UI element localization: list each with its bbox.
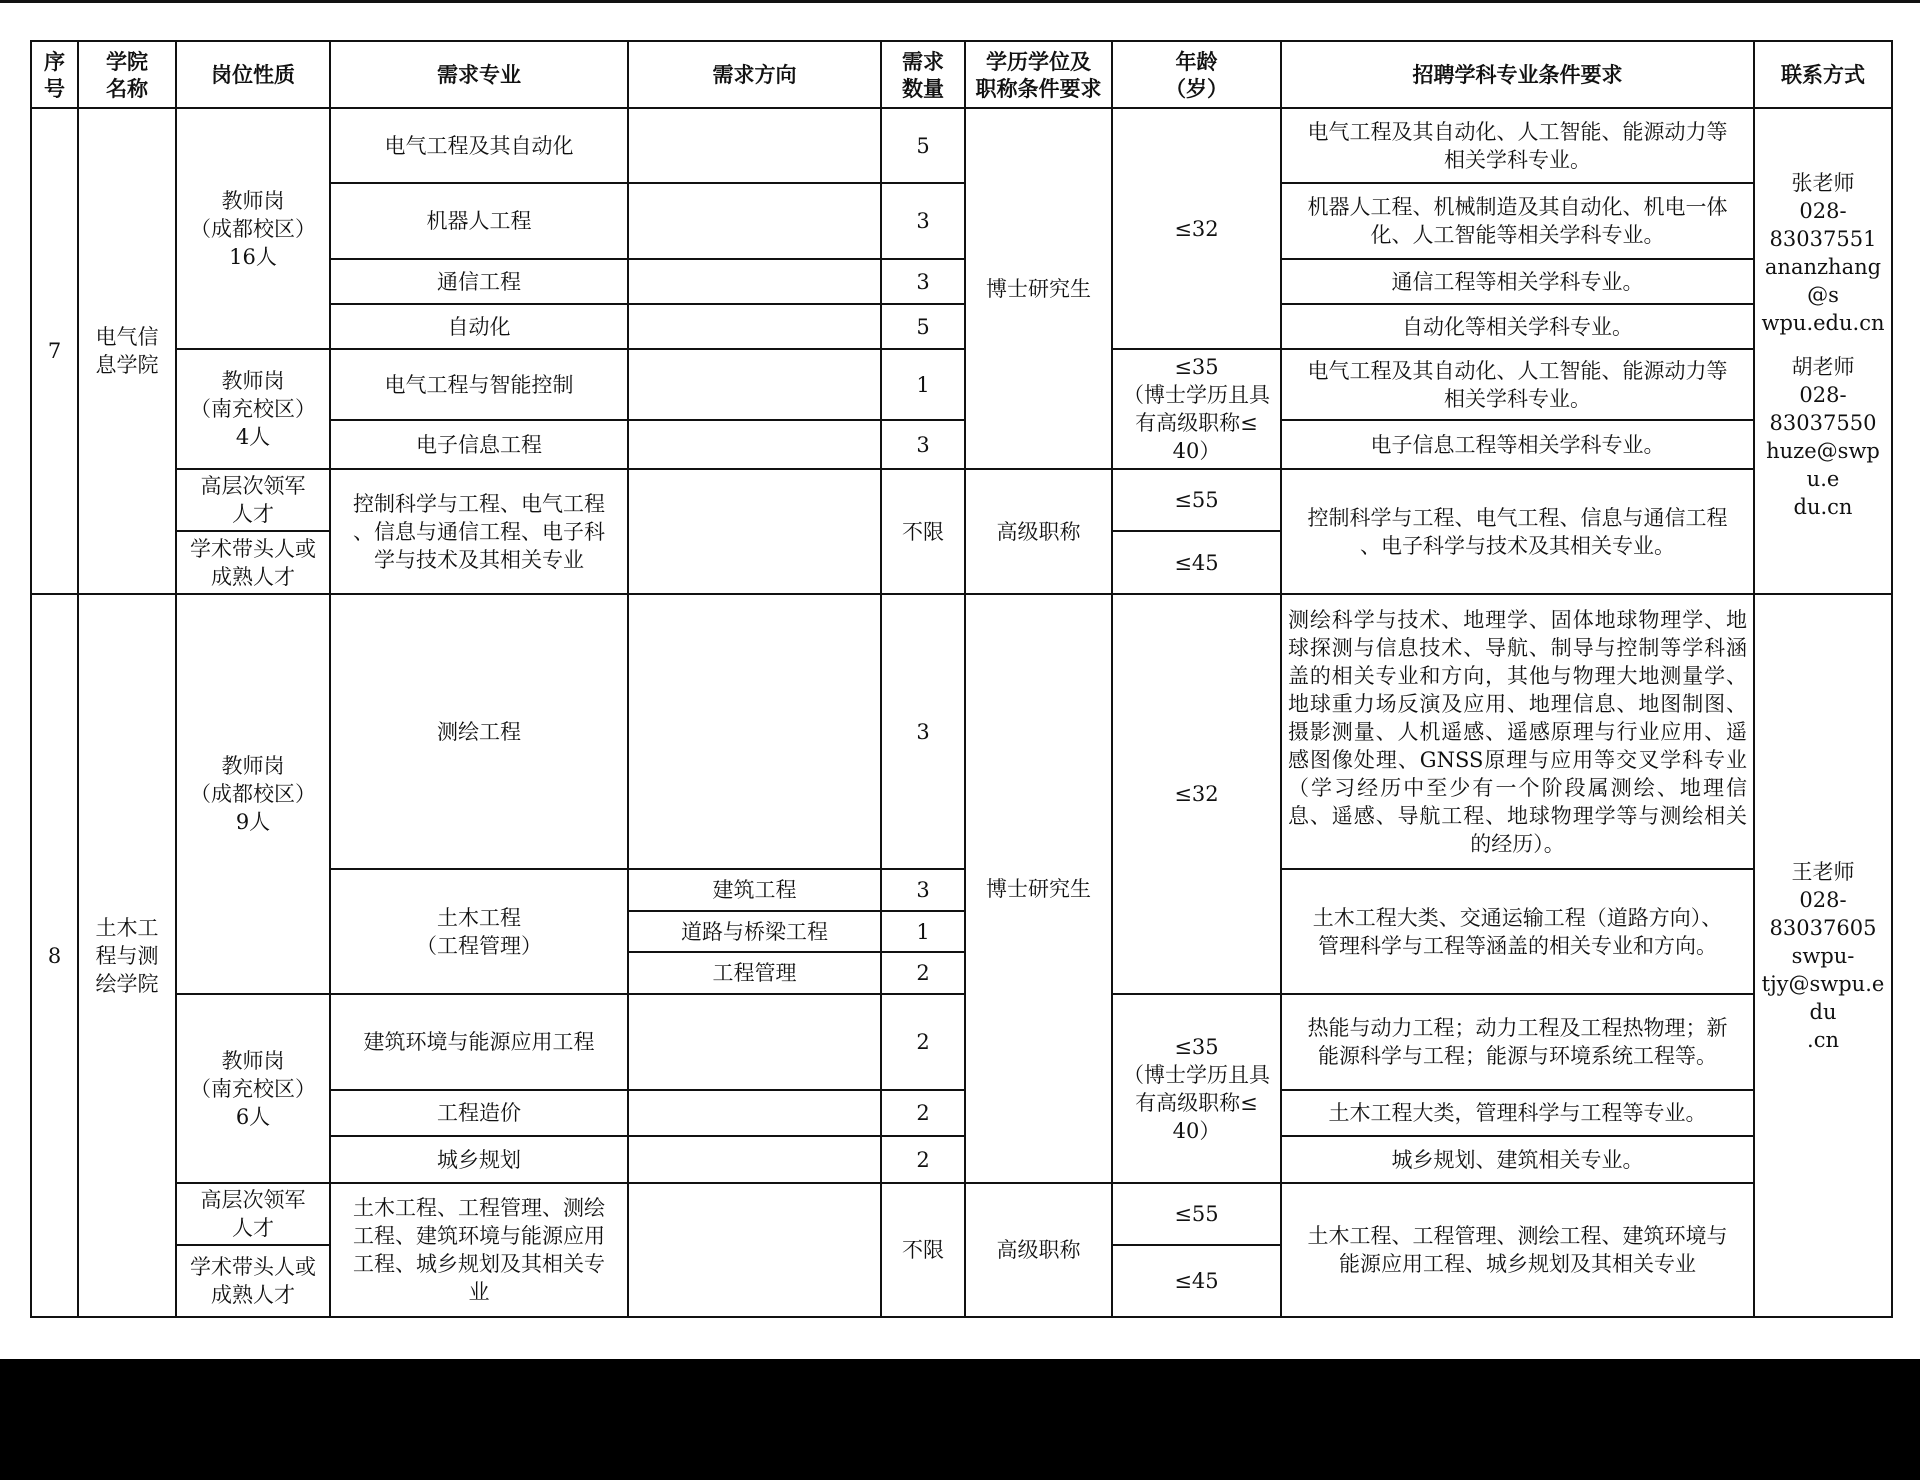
college8-age-55: ≤55 xyxy=(1112,1183,1281,1245)
count-cell: 1 xyxy=(881,911,965,952)
direction-cell xyxy=(628,108,881,183)
college8-age-45: ≤45 xyxy=(1112,1245,1281,1317)
condition-cell: 土木工程大类，管理科学与工程等专业。 xyxy=(1281,1090,1754,1136)
direction-cell xyxy=(628,304,881,349)
header-conditions: 招聘学科专业条件要求 xyxy=(1281,41,1754,108)
count-cell: 3 xyxy=(881,183,965,259)
header-major: 需求专业 xyxy=(330,41,628,108)
direction-cell xyxy=(628,183,881,259)
college7-talent-condition: 控制科学与工程、电气工程、信息与通信工程 、电子科学与技术及其相关专业。 xyxy=(1281,469,1754,594)
header-seq: 序 号 xyxy=(31,41,78,108)
college8-civil-condition: 土木工程大类、交通运输工程（道路方向）、 管理科学与工程等涵盖的相关专业和方向。 xyxy=(1281,869,1754,994)
table-row xyxy=(31,594,1892,869)
college7-age-45: ≤45 xyxy=(1112,531,1281,594)
college7-degree-senior: 高级职称 xyxy=(965,469,1112,594)
college7-name: 电气信 息学院 xyxy=(78,108,176,594)
condition-cell: 电气工程及其自动化、人工智能、能源动力等 相关学科专业。 xyxy=(1281,108,1754,183)
major-cell: 机器人工程 xyxy=(330,183,628,259)
college7-talent-count: 不限 xyxy=(881,469,965,594)
college7-degree-phd: 博士研究生 xyxy=(965,108,1112,469)
college8-degree-phd: 博士研究生 xyxy=(965,594,1112,1183)
direction-cell: 工程管理 xyxy=(628,952,881,994)
major-cell: 电子信息工程 xyxy=(330,420,628,469)
count-cell: 2 xyxy=(881,952,965,994)
major-cell: 自动化 xyxy=(330,304,628,349)
count-cell: 3 xyxy=(881,594,965,869)
college8-talent-count: 不限 xyxy=(881,1183,965,1317)
table-row xyxy=(31,994,1892,1090)
college8-age-35: ≤35 （博士学历且具 有高级职称≤ 40） xyxy=(1112,994,1281,1183)
college8-post-high: 高层次领军 人才 xyxy=(176,1183,330,1245)
direction-cell: 建筑工程 xyxy=(628,869,881,911)
count-cell: 2 xyxy=(881,1090,965,1136)
college8-talent-condition: 土木工程、工程管理、测绘工程、建筑环境与 能源应用工程、城乡规划及其相关专业 xyxy=(1281,1183,1754,1317)
college8-post-lead: 学术带头人或 成熟人才 xyxy=(176,1245,330,1317)
recruitment-table xyxy=(30,40,1893,1318)
college7-talent-direction xyxy=(628,469,881,594)
college7-contact xyxy=(1754,108,1892,594)
college7-age-55: ≤55 xyxy=(1112,469,1281,531)
header-row xyxy=(31,41,1892,108)
direction-cell: 道路与桥梁工程 xyxy=(628,911,881,952)
college7-talent-major: 控制科学与工程、电气工程 、信息与通信工程、电子科 学与技术及其相关专业 xyxy=(330,469,628,594)
count-cell: 1 xyxy=(881,349,965,420)
direction-cell xyxy=(628,994,881,1090)
direction-cell xyxy=(628,259,881,304)
count-cell: 3 xyxy=(881,869,965,911)
condition-cell: 热能与动力工程；动力工程及工程热物理；新 能源科学与工程；能源与环境系统工程等。 xyxy=(1281,994,1754,1090)
major-cell: 城乡规划 xyxy=(330,1136,628,1183)
college8-talent-direction xyxy=(628,1183,881,1317)
major-cell: 电气工程与智能控制 xyxy=(330,349,628,420)
college7-post-lead: 学术带头人或 成熟人才 xyxy=(176,531,330,594)
count-cell: 5 xyxy=(881,108,965,183)
header-degree: 学历学位及 职称条件要求 xyxy=(965,41,1112,108)
direction-cell xyxy=(628,1136,881,1183)
college7-seq: 7 xyxy=(31,108,78,594)
contact-zhang: 张老师 028- 83037551 ananzhang@s wpu.edu.cn xyxy=(1761,171,1885,335)
college8-age-32: ≤32 xyxy=(1112,594,1281,994)
condition-cell: 自动化等相关学科专业。 xyxy=(1281,304,1754,349)
condition-cell: 城乡规划、建筑相关专业。 xyxy=(1281,1136,1754,1183)
header-post: 岗位性质 xyxy=(176,41,330,108)
college8-post-nanchong: 教师岗 （南充校区） 6人 xyxy=(176,994,330,1183)
college8-contact: 王老师 028- 83037605 swpu- tjy@swpu.edu .cn xyxy=(1754,594,1892,1317)
count-cell: 2 xyxy=(881,1136,965,1183)
table-row xyxy=(31,1183,1892,1245)
college8-name: 土木工 程与测 绘学院 xyxy=(78,594,176,1317)
table-row xyxy=(31,469,1892,531)
condition-cell: 电气工程及其自动化、人工智能、能源动力等 相关学科专业。 xyxy=(1281,349,1754,420)
bottom-black-band xyxy=(0,1359,1920,1480)
contact-hu: 胡老师 028- 83037550 huze@swpu.e du.cn xyxy=(1766,355,1880,519)
table-row xyxy=(31,349,1892,420)
college8-degree-senior: 高级职称 xyxy=(965,1183,1112,1317)
header-college: 学院 名称 xyxy=(78,41,176,108)
header-age: 年龄 （岁） xyxy=(1112,41,1281,108)
condition-cell: 机器人工程、机械制造及其自动化、机电一体 化、人工智能等相关学科专业。 xyxy=(1281,183,1754,259)
condition-cell: 通信工程等相关学科专业。 xyxy=(1281,259,1754,304)
major-cell: 电气工程及其自动化 xyxy=(330,108,628,183)
condition-cell: 测绘科学与技术、地理学、固体地球物理学、地球探测与信息技术、导航、制导与控制等学科涵盖的相关专业和方向，其他与物理大地测量学、地球重力场反演及应用、地理信息、地图制图、摄影测量、人机遥感、遥感原理与行业应用、遥感图像处理、GNSS原理与应用等交叉学科专业（学习经历中至少有一个阶段属测绘、地理信息、遥感、导航工程、地球物理学等与测绘相关的经历）。 xyxy=(1281,594,1754,869)
condition-cell: 电子信息工程等相关学科专业。 xyxy=(1281,420,1754,469)
header-direction: 需求方向 xyxy=(628,41,881,108)
count-cell: 2 xyxy=(881,994,965,1090)
direction-cell xyxy=(628,349,881,420)
college7-age-32: ≤32 xyxy=(1112,108,1281,349)
direction-cell xyxy=(628,594,881,869)
major-cell: 测绘工程 xyxy=(330,594,628,869)
college8-seq: 8 xyxy=(31,594,78,1317)
count-cell: 3 xyxy=(881,420,965,469)
direction-cell xyxy=(628,1090,881,1136)
header-count: 需求 数量 xyxy=(881,41,965,108)
college7-post-nanchong: 教师岗 （南充校区） 4人 xyxy=(176,349,330,469)
college8-civil-major: 土木工程 （工程管理） xyxy=(330,869,628,994)
major-cell: 通信工程 xyxy=(330,259,628,304)
count-cell: 5 xyxy=(881,304,965,349)
header-contact: 联系方式 xyxy=(1754,41,1892,108)
direction-cell xyxy=(628,420,881,469)
college7-post-chengdu: 教师岗 （成都校区） 16人 xyxy=(176,108,330,349)
college8-talent-major: 土木工程、工程管理、测绘 工程、建筑环境与能源应用 工程、城乡规划及其相关专 业 xyxy=(330,1183,628,1317)
college7-age-35: ≤35 （博士学历且具 有高级职称≤ 40） xyxy=(1112,349,1281,469)
major-cell: 建筑环境与能源应用工程 xyxy=(330,994,628,1090)
table-row xyxy=(31,108,1892,183)
major-cell: 工程造价 xyxy=(330,1090,628,1136)
college7-post-high: 高层次领军 人才 xyxy=(176,469,330,531)
count-cell: 3 xyxy=(881,259,965,304)
top-rule xyxy=(0,0,1920,3)
college8-post-chengdu: 教师岗 （成都校区） 9人 xyxy=(176,594,330,994)
